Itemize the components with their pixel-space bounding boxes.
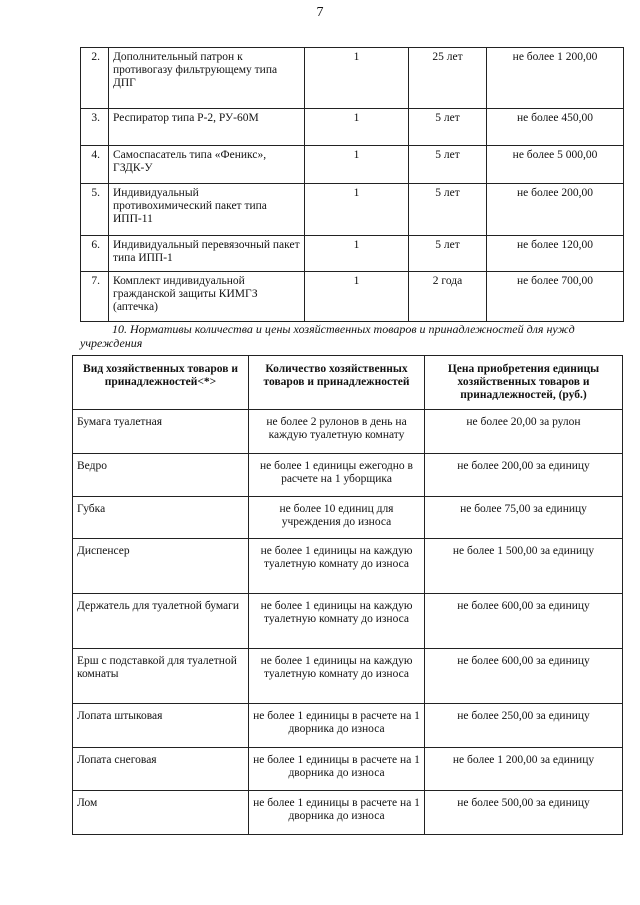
item-quantity: 1 bbox=[305, 109, 409, 146]
item-price: не более 600,00 за единицу bbox=[425, 649, 623, 704]
table-row bbox=[73, 454, 623, 497]
table-row bbox=[73, 649, 623, 704]
item-name: Дополнительный патрон к противогазу фильтрующему типа ДПГ bbox=[109, 48, 305, 109]
item-quantity: 1 bbox=[305, 236, 409, 272]
table-row bbox=[81, 109, 624, 146]
household-goods-table bbox=[72, 355, 623, 835]
table-row bbox=[73, 704, 623, 748]
item-quantity: не более 1 единицы в расчете на 1 дворника до износа bbox=[249, 704, 425, 748]
item-term: 5 лет bbox=[409, 109, 487, 146]
item-term: 2 года bbox=[409, 272, 487, 322]
table-row bbox=[73, 594, 623, 649]
table-row bbox=[73, 539, 623, 594]
item-quantity: 1 bbox=[305, 48, 409, 109]
table-row bbox=[81, 48, 624, 109]
item-quantity: не более 1 единицы на каждую туалетную комнату до износа bbox=[249, 649, 425, 704]
item-quantity: 1 bbox=[305, 184, 409, 236]
item-name: Губка bbox=[73, 497, 249, 539]
item-quantity: не более 1 единицы на каждую туалетную комнату до износа bbox=[249, 539, 425, 594]
item-quantity: не более 2 рулонов в день на каждую туалетную комнату bbox=[249, 410, 425, 454]
item-price: не более 5 000,00 bbox=[487, 146, 624, 184]
item-name: Комплект индивидуальной гражданской защиты КИМГЗ (аптечка) bbox=[109, 272, 305, 322]
table-row bbox=[73, 410, 623, 454]
item-quantity: не более 1 единицы в расчете на 1 дворника до износа bbox=[249, 791, 425, 835]
row-number: 5. bbox=[81, 184, 109, 236]
table-row bbox=[81, 236, 624, 272]
item-price: не более 75,00 за единицу bbox=[425, 497, 623, 539]
row-number: 6. bbox=[81, 236, 109, 272]
item-quantity: не более 1 единицы ежегодно в расчете на 1 уборщика bbox=[249, 454, 425, 497]
table-row bbox=[73, 497, 623, 539]
item-name: Держатель для туалетной бумаги bbox=[73, 594, 249, 649]
page-number: 7 bbox=[316, 5, 324, 20]
row-number: 4. bbox=[81, 146, 109, 184]
section-heading: 10. Нормативы количества и цены хозяйственных товаров и принадлежностей для нужд учреждения bbox=[80, 322, 575, 350]
item-name: Ерш с подставкой для туалетной комнаты bbox=[73, 649, 249, 704]
column-header-price: Цена приобретения единицы хозяйственных товаров и принадлежностей, (руб.) bbox=[425, 356, 623, 410]
item-price: не более 1 200,00 bbox=[487, 48, 624, 109]
item-term: 25 лет bbox=[409, 48, 487, 109]
item-price: не более 200,00 bbox=[487, 184, 624, 236]
item-quantity: не более 1 единицы в расчете на 1 дворника до износа bbox=[249, 748, 425, 791]
item-term: 5 лет bbox=[409, 236, 487, 272]
item-price: не более 1 200,00 за единицу bbox=[425, 748, 623, 791]
item-price: не более 120,00 bbox=[487, 236, 624, 272]
row-number: 2. bbox=[81, 48, 109, 109]
item-term: 5 лет bbox=[409, 184, 487, 236]
row-number: 3. bbox=[81, 109, 109, 146]
ppe-norms-table bbox=[80, 47, 624, 322]
table-row bbox=[73, 791, 623, 835]
item-price: не более 450,00 bbox=[487, 109, 624, 146]
item-term: 5 лет bbox=[409, 146, 487, 184]
table-row bbox=[73, 748, 623, 791]
table-row bbox=[81, 272, 624, 322]
item-price: не более 500,00 за единицу bbox=[425, 791, 623, 835]
item-quantity: не более 1 единицы на каждую туалетную комнату до износа bbox=[249, 594, 425, 649]
item-price: не более 200,00 за единицу bbox=[425, 454, 623, 497]
item-name: Лопата штыковая bbox=[73, 704, 249, 748]
item-price: не более 250,00 за единицу bbox=[425, 704, 623, 748]
item-name: Респиратор типа Р-2, РУ-60М bbox=[109, 109, 305, 146]
item-quantity: 1 bbox=[305, 146, 409, 184]
item-name: Лом bbox=[73, 791, 249, 835]
item-name: Лопата снеговая bbox=[73, 748, 249, 791]
item-price: не более 1 500,00 за единицу bbox=[425, 539, 623, 594]
item-quantity: 1 bbox=[305, 272, 409, 322]
item-name: Самоспасатель типа «Феникс», ГЗДК-У bbox=[109, 146, 305, 184]
item-name: Индивидуальный перевязочный пакет типа ИПП-1 bbox=[109, 236, 305, 272]
item-quantity: не более 10 единиц для учреждения до износа bbox=[249, 497, 425, 539]
item-price: не более 600,00 за единицу bbox=[425, 594, 623, 649]
item-name: Индивидуальный противохимический пакет типа ИПП-11 bbox=[109, 184, 305, 236]
row-number: 7. bbox=[81, 272, 109, 322]
column-header-name: Вид хозяйственных товаров и принадлежностей<*> bbox=[73, 356, 249, 410]
item-name: Диспенсер bbox=[73, 539, 249, 594]
item-name: Ведро bbox=[73, 454, 249, 497]
item-price: не более 20,00 за рулон bbox=[425, 410, 623, 454]
item-name: Бумага туалетная bbox=[73, 410, 249, 454]
table-header-row bbox=[73, 356, 623, 410]
table-row bbox=[81, 146, 624, 184]
column-header-quantity: Количество хозяйственных товаров и принадлежностей bbox=[249, 356, 425, 410]
table-row bbox=[81, 184, 624, 236]
item-price: не более 700,00 bbox=[487, 272, 624, 322]
